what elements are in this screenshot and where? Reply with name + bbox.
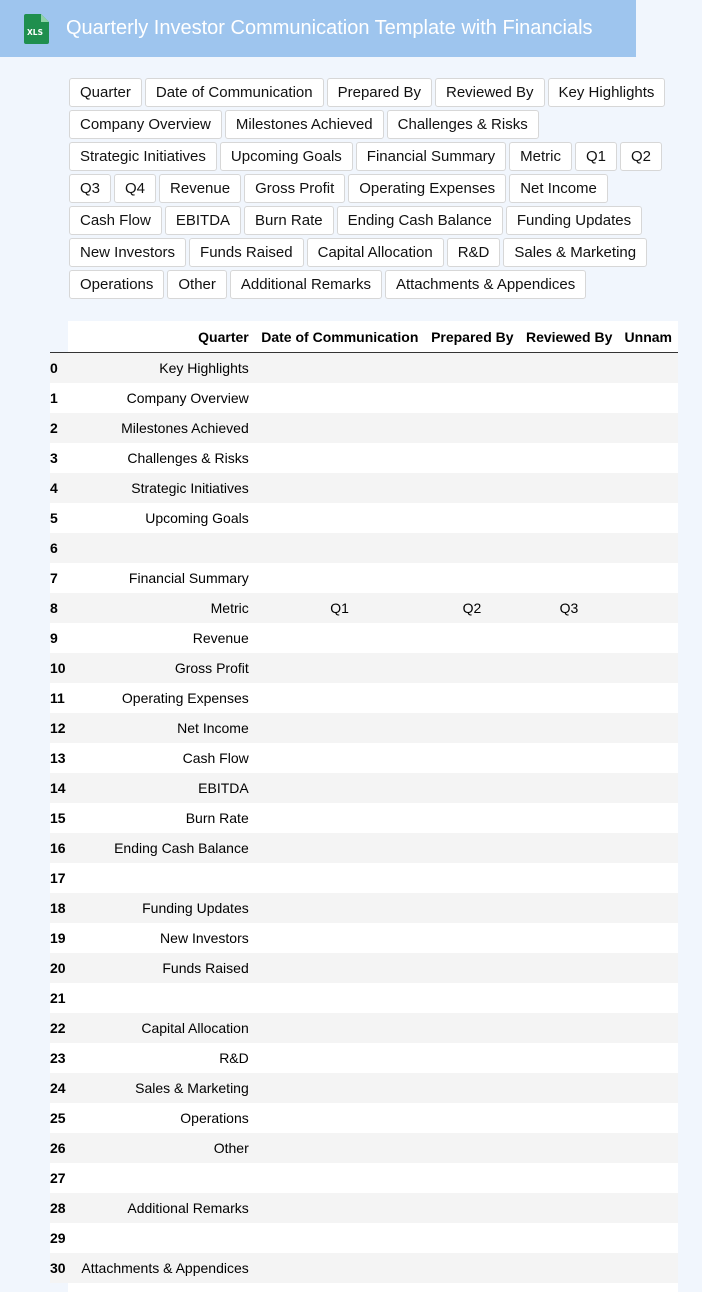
column-header[interactable]: Date of Communication [255, 321, 425, 353]
table-cell: Upcoming Goals [72, 503, 255, 533]
table-cell [424, 1043, 519, 1073]
table-row [50, 1013, 678, 1043]
page-title: Quarterly Investor Communication Template with Financials [66, 17, 593, 39]
table-cell: Sales & Marketing [72, 1073, 255, 1103]
table-cell [520, 503, 619, 533]
row-index: 14 [50, 773, 72, 803]
table-cell [618, 503, 678, 533]
column-chip[interactable]: R&D [447, 238, 501, 267]
table-cell [424, 1193, 519, 1223]
row-index: 24 [50, 1073, 72, 1103]
table-cell [520, 953, 619, 983]
table-cell [424, 923, 519, 953]
table-cell [618, 1013, 678, 1043]
table-cell: Q2 [424, 593, 519, 623]
table-cell [618, 743, 678, 773]
table-cell [618, 983, 678, 1013]
table-row [50, 863, 678, 893]
column-chip[interactable]: Sales & Marketing [503, 238, 647, 267]
table-cell [618, 893, 678, 923]
table-row [50, 923, 678, 953]
table-cell [618, 773, 678, 803]
table-cell [255, 923, 425, 953]
column-chip[interactable]: Quarter [69, 78, 142, 107]
table-cell [618, 593, 678, 623]
table-cell [255, 473, 425, 503]
column-chip-list [69, 78, 689, 299]
table-row [50, 893, 678, 923]
row-index: 8 [50, 593, 72, 623]
table-row [50, 1043, 678, 1073]
table-cell [72, 983, 255, 1013]
table-row [50, 833, 678, 863]
table-cell [424, 1073, 519, 1103]
table-cell [424, 1103, 519, 1133]
title-bar [0, 0, 636, 57]
table-cell [520, 1133, 619, 1163]
table-cell [618, 353, 678, 384]
table-header-row [50, 321, 678, 353]
row-index: 11 [50, 683, 72, 713]
table-cell [424, 1013, 519, 1043]
table-cell [618, 923, 678, 953]
table-cell [618, 653, 678, 683]
column-chip[interactable]: Financial Summary [356, 142, 506, 171]
table-cell [424, 383, 519, 413]
table-cell [255, 833, 425, 863]
table-cell [255, 1073, 425, 1103]
table-cell: New Investors [72, 923, 255, 953]
table-cell [72, 533, 255, 563]
column-chip[interactable]: Milestones Achieved [225, 110, 384, 139]
table-row [50, 773, 678, 803]
table-cell [255, 773, 425, 803]
column-chip[interactable]: Q1 [575, 142, 617, 171]
table-cell [618, 833, 678, 863]
icon-label: XLS [27, 28, 43, 37]
table-row [50, 743, 678, 773]
table-cell [520, 863, 619, 893]
table-cell [520, 1013, 619, 1043]
row-index: 22 [50, 1013, 72, 1043]
table-cell: Financial Summary [72, 563, 255, 593]
column-chip[interactable]: Key Highlights [548, 78, 666, 107]
table-cell: R&D [72, 1043, 255, 1073]
table-cell [618, 1133, 678, 1163]
table-cell [255, 383, 425, 413]
row-index: 20 [50, 953, 72, 983]
table-cell [520, 683, 619, 713]
row-index: 3 [50, 443, 72, 473]
row-index: 28 [50, 1193, 72, 1223]
table-row [50, 533, 678, 563]
table-cell [520, 773, 619, 803]
table-cell: Additional Remarks [72, 1193, 255, 1223]
table-row [50, 1163, 678, 1193]
row-index: 5 [50, 503, 72, 533]
table-cell [424, 803, 519, 833]
column-header[interactable]: Quarter [72, 321, 255, 353]
table-cell [72, 1223, 255, 1253]
table-cell [255, 983, 425, 1013]
table-cell [255, 683, 425, 713]
table-row [50, 983, 678, 1013]
table-cell [255, 623, 425, 653]
table-cell: Q1 [255, 593, 425, 623]
row-index: 13 [50, 743, 72, 773]
table-cell [520, 893, 619, 923]
table-cell [424, 893, 519, 923]
table-cell [255, 893, 425, 923]
index-header[interactable] [50, 321, 72, 353]
table-cell [618, 953, 678, 983]
table-cell: Capital Allocation [72, 1013, 255, 1043]
row-index: 15 [50, 803, 72, 833]
table-row [50, 473, 678, 503]
table-cell [424, 533, 519, 563]
table-cell [520, 983, 619, 1013]
column-chip[interactable]: Funding Updates [506, 206, 642, 235]
table-row [50, 1073, 678, 1103]
table-cell: Key Highlights [72, 353, 255, 384]
column-chip[interactable]: Attachments & Appendices [385, 270, 586, 299]
table-cell: Company Overview [72, 383, 255, 413]
table-cell [520, 1103, 619, 1133]
table-cell [520, 1043, 619, 1073]
table-row [50, 1133, 678, 1163]
row-index: 30 [50, 1253, 72, 1283]
table-cell [255, 743, 425, 773]
table-cell [520, 713, 619, 743]
table-cell [255, 1043, 425, 1073]
column-chip[interactable]: Q4 [114, 174, 156, 203]
column-chip[interactable]: Revenue [159, 174, 241, 203]
column-chip[interactable]: Strategic Initiatives [69, 142, 217, 171]
table-cell [72, 1163, 255, 1193]
table-cell [255, 803, 425, 833]
table-row [50, 713, 678, 743]
table-cell [424, 563, 519, 593]
table-cell: Funds Raised [72, 953, 255, 983]
table-cell [255, 413, 425, 443]
table-cell [520, 533, 619, 563]
column-chip[interactable]: Reviewed By [435, 78, 545, 107]
column-chip[interactable]: Additional Remarks [230, 270, 382, 299]
table-cell [520, 473, 619, 503]
table-cell [255, 653, 425, 683]
table-cell [424, 353, 519, 384]
table-cell [520, 353, 619, 384]
column-chip[interactable]: Net Income [509, 174, 608, 203]
table-cell [618, 1193, 678, 1223]
table-cell [618, 563, 678, 593]
table-cell [618, 533, 678, 563]
table-cell [255, 713, 425, 743]
table-cell [618, 413, 678, 443]
table-cell [424, 1253, 519, 1283]
table-row [50, 803, 678, 833]
table-cell [424, 983, 519, 1013]
table-cell [424, 503, 519, 533]
table-cell [618, 1073, 678, 1103]
table-cell [255, 1223, 425, 1253]
column-chip[interactable]: EBITDA [165, 206, 241, 235]
table-cell: Revenue [72, 623, 255, 653]
row-index: 10 [50, 653, 72, 683]
table-cell [255, 1103, 425, 1133]
column-chip[interactable]: Company Overview [69, 110, 222, 139]
table-cell [255, 1163, 425, 1193]
table-cell [618, 623, 678, 653]
table-row [50, 1223, 678, 1253]
row-index: 17 [50, 863, 72, 893]
table-cell [618, 1163, 678, 1193]
table-cell [520, 383, 619, 413]
table-cell [424, 833, 519, 863]
table-cell [424, 473, 519, 503]
table-cell: Operating Expenses [72, 683, 255, 713]
table-cell [255, 503, 425, 533]
row-index: 23 [50, 1043, 72, 1073]
row-index: 12 [50, 713, 72, 743]
table-cell: Net Income [72, 713, 255, 743]
table-cell [520, 443, 619, 473]
table-cell [424, 1133, 519, 1163]
data-table-viewport[interactable] [50, 321, 678, 1292]
column-chip[interactable]: Other [167, 270, 227, 299]
column-chip[interactable]: Date of Communication [145, 78, 324, 107]
column-chip[interactable]: Metric [509, 142, 572, 171]
table-cell: EBITDA [72, 773, 255, 803]
table-row [50, 1253, 678, 1283]
row-index: 1 [50, 383, 72, 413]
table-cell: Gross Profit [72, 653, 255, 683]
table-cell [424, 713, 519, 743]
table-cell: Attachments & Appendices [72, 1253, 255, 1283]
table-cell [255, 1013, 425, 1043]
table-cell [618, 1103, 678, 1133]
table-cell [618, 1043, 678, 1073]
table-cell [255, 1193, 425, 1223]
row-index: 29 [50, 1223, 72, 1253]
column-chip[interactable]: Challenges & Risks [387, 110, 539, 139]
table-cell [424, 1163, 519, 1193]
column-chip[interactable]: Burn Rate [244, 206, 334, 235]
row-index: 7 [50, 563, 72, 593]
table-cell [520, 623, 619, 653]
table-cell: Milestones Achieved [72, 413, 255, 443]
column-header[interactable]: Reviewed By [520, 321, 619, 353]
table-cell [424, 443, 519, 473]
row-index: 0 [50, 353, 72, 384]
table-cell [255, 953, 425, 983]
table-cell [255, 353, 425, 384]
column-chip[interactable]: Funds Raised [189, 238, 304, 267]
table-cell [424, 623, 519, 653]
column-chip[interactable]: Operating Expenses [348, 174, 506, 203]
table-cell [520, 1193, 619, 1223]
table-row [50, 413, 678, 443]
row-index: 25 [50, 1103, 72, 1133]
table-row [50, 383, 678, 413]
table-cell [618, 713, 678, 743]
table-row [50, 563, 678, 593]
table-cell: Burn Rate [72, 803, 255, 833]
table-cell [618, 443, 678, 473]
table-cell: Challenges & Risks [72, 443, 255, 473]
column-chip[interactable]: New Investors [69, 238, 186, 267]
table-cell: Q3 [520, 593, 619, 623]
row-index: 4 [50, 473, 72, 503]
table-cell: Strategic Initiatives [72, 473, 255, 503]
data-table [50, 321, 678, 1283]
row-index: 18 [50, 893, 72, 923]
row-index: 26 [50, 1133, 72, 1163]
column-chip[interactable]: Operations [69, 270, 164, 299]
table-cell [520, 1163, 619, 1193]
row-index: 16 [50, 833, 72, 863]
column-chip[interactable]: Q3 [69, 174, 111, 203]
table-cell [618, 473, 678, 503]
table-cell [72, 863, 255, 893]
table-row [50, 683, 678, 713]
table-cell: Other [72, 1133, 255, 1163]
table-cell: Funding Updates [72, 893, 255, 923]
table-cell [520, 923, 619, 953]
table-cell [424, 653, 519, 683]
table-cell [520, 563, 619, 593]
table-cell [424, 413, 519, 443]
table-cell [255, 533, 425, 563]
row-index: 21 [50, 983, 72, 1013]
table-cell [255, 863, 425, 893]
table-cell: Cash Flow [72, 743, 255, 773]
table-cell: Operations [72, 1103, 255, 1133]
table-cell [255, 1133, 425, 1163]
table-row [50, 1103, 678, 1133]
table-cell [618, 863, 678, 893]
column-chip[interactable]: Gross Profit [244, 174, 345, 203]
table-cell [618, 1253, 678, 1283]
row-index: 19 [50, 923, 72, 953]
row-index: 2 [50, 413, 72, 443]
table-cell [618, 803, 678, 833]
table-cell [520, 743, 619, 773]
table-cell [424, 953, 519, 983]
table-cell: Metric [72, 593, 255, 623]
table-cell [520, 1223, 619, 1253]
column-chip[interactable]: Cash Flow [69, 206, 162, 235]
row-index: 27 [50, 1163, 72, 1193]
table-cell [618, 383, 678, 413]
column-chip[interactable]: Upcoming Goals [220, 142, 353, 171]
table-cell [618, 683, 678, 713]
table-cell [520, 1253, 619, 1283]
table-cell [520, 413, 619, 443]
column-chip[interactable]: Capital Allocation [307, 238, 444, 267]
table-cell [520, 833, 619, 863]
table-row [50, 1193, 678, 1223]
table-cell [618, 1223, 678, 1253]
spreadsheet-file-icon [22, 13, 50, 45]
table-cell: Ending Cash Balance [72, 833, 255, 863]
table-cell [255, 1253, 425, 1283]
table-cell [424, 1223, 519, 1253]
table-row [50, 623, 678, 653]
table-row [50, 593, 678, 623]
column-chip[interactable]: Q2 [620, 142, 662, 171]
table-cell [424, 683, 519, 713]
column-chip[interactable]: Ending Cash Balance [337, 206, 503, 235]
table-cell [520, 1073, 619, 1103]
row-index: 9 [50, 623, 72, 653]
table-cell [520, 803, 619, 833]
table-row [50, 353, 678, 384]
table-cell [424, 773, 519, 803]
column-header[interactable]: Prepared By [424, 321, 519, 353]
table-row [50, 953, 678, 983]
table-cell [424, 743, 519, 773]
table-cell [255, 563, 425, 593]
column-chip[interactable]: Prepared By [327, 78, 432, 107]
table-row [50, 503, 678, 533]
table-row [50, 443, 678, 473]
row-index: 6 [50, 533, 72, 563]
table-row [50, 653, 678, 683]
table-cell [520, 653, 619, 683]
table-cell [424, 863, 519, 893]
table-cell [255, 443, 425, 473]
column-header[interactable]: Unnam [618, 321, 678, 353]
